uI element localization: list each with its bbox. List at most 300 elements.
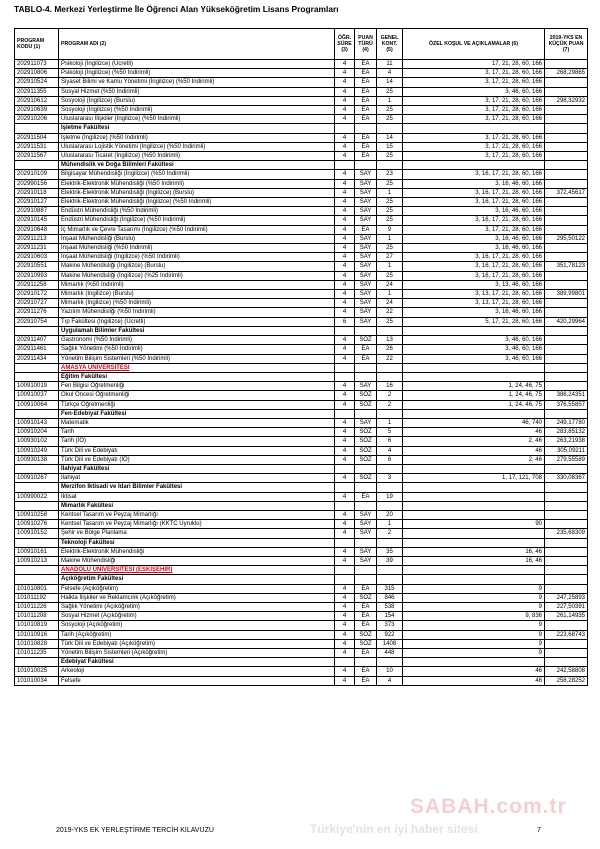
duration-cell: 4 — [335, 216, 355, 225]
empty-cell — [355, 483, 377, 492]
program-name-cell: Matematik — [59, 418, 335, 427]
header-conditions: ÖZEL KOŞUL VE AÇIKLAMALAR (6) — [403, 29, 545, 60]
program-code-cell: 100910267 — [15, 474, 59, 483]
empty-cell — [335, 658, 355, 667]
faculty-name: Fen-Edebiyat Fakültesi — [59, 409, 335, 418]
quota-cell: 1 — [377, 234, 403, 243]
quota-cell: 25 — [377, 317, 403, 326]
score-type-cell: EA — [355, 106, 377, 115]
empty-code-cell — [15, 483, 59, 492]
table-row — [15, 667, 588, 676]
program-name-cell: Türk Dili ve Edebiyatı (İÖ) — [59, 455, 335, 464]
empty-cell — [335, 124, 355, 133]
page-title: TABLO-4. Merkezi Yerleştirme İle Öğrenci Alan Yükseköğretim Lisans Programları — [14, 4, 339, 14]
duration-cell: 4 — [335, 667, 355, 676]
conditions-cell: 90 — [403, 520, 545, 529]
table-row — [15, 437, 588, 446]
page-number: 7 — [537, 827, 541, 834]
min-score-cell — [545, 106, 588, 115]
table-row — [15, 290, 588, 299]
empty-cell — [403, 372, 545, 381]
program-name-cell: Fen Bilgisi Öğretmenliği — [59, 382, 335, 391]
min-score-cell — [545, 382, 588, 391]
empty-cell — [403, 483, 545, 492]
program-name-cell: Sağlık Yönetimi (%50 İndirimli) — [59, 345, 335, 354]
faculty-row — [15, 575, 588, 584]
min-score-cell — [545, 492, 588, 501]
duration-cell: 4 — [335, 639, 355, 648]
score-type-cell: SAY — [355, 308, 377, 317]
conditions-cell: 9, 836 — [403, 612, 545, 621]
min-score-cell — [545, 142, 588, 151]
score-type-cell: EA — [355, 676, 377, 685]
quota-cell: 846 — [377, 593, 403, 602]
program-name-cell: Türk Dili ve Edebiyatı (Açıköğretim) — [59, 639, 335, 648]
program-name-cell: Tıp Fakültesi (İngilizce) (Ücretli) — [59, 317, 335, 326]
quota-cell: 14 — [377, 133, 403, 142]
quota-cell: 154 — [377, 612, 403, 621]
quota-cell: 25 — [377, 207, 403, 216]
quota-cell: 4 — [377, 446, 403, 455]
program-code-cell: 100910152 — [15, 529, 59, 538]
score-type-cell: EA — [355, 345, 377, 354]
empty-cell — [377, 409, 403, 418]
score-type-cell: EA — [355, 354, 377, 363]
min-score-cell: 351,78123 — [545, 262, 588, 271]
faculty-row — [15, 464, 588, 473]
table-row — [15, 115, 588, 124]
conditions-cell: 3, 16, 46, 60, 166 — [403, 207, 545, 216]
conditions-cell: 3, 16, 46, 60, 166 — [403, 179, 545, 188]
table-row — [15, 474, 588, 483]
program-code-cell: 202910648 — [15, 225, 59, 234]
duration-cell: 4 — [335, 510, 355, 519]
score-type-cell: EA — [355, 142, 377, 151]
program-name-cell: Endüstri Mühendisliği (İngilizce) (%50 İndirimli) — [59, 216, 335, 225]
score-type-cell: SÖZ — [355, 593, 377, 602]
program-code-cell: 100910143 — [15, 418, 59, 427]
empty-cell — [335, 464, 355, 473]
min-score-cell: 376,55857 — [545, 400, 588, 409]
table-row — [15, 198, 588, 207]
quota-cell: 9 — [377, 225, 403, 234]
conditions-cell — [403, 529, 545, 538]
program-code-cell: 100910249 — [15, 446, 59, 455]
score-type-cell: SAY — [355, 510, 377, 519]
empty-cell — [355, 161, 377, 170]
conditions-cell: 3, 16, 46, 60, 166 — [403, 244, 545, 253]
score-type-cell: EA — [355, 133, 377, 142]
conditions-cell: 46 — [403, 667, 545, 676]
faculty-name: İşletme Fakültesi — [59, 124, 335, 133]
program-code-cell: 202911531 — [15, 142, 59, 151]
faculty-row — [15, 483, 588, 492]
empty-cell — [403, 566, 545, 575]
score-type-cell: SAY — [355, 271, 377, 280]
quota-cell: 3 — [377, 474, 403, 483]
program-name-cell: Elektrik-Elektronik Mühendisliği (İngilizce) (Burslu) — [59, 188, 335, 197]
table-row — [15, 621, 588, 630]
empty-cell — [545, 409, 588, 418]
score-type-cell: EA — [355, 584, 377, 593]
table-row — [15, 418, 588, 427]
empty-code-cell — [15, 372, 59, 381]
table-row — [15, 308, 588, 317]
empty-code-cell — [15, 464, 59, 473]
empty-cell — [335, 566, 355, 575]
score-type-cell: EA — [355, 492, 377, 501]
table-row — [15, 345, 588, 354]
score-type-cell: SÖZ — [355, 639, 377, 648]
score-type-cell: SÖZ — [355, 336, 377, 345]
quota-cell: 25 — [377, 87, 403, 96]
duration-cell: 4 — [335, 96, 355, 105]
conditions-cell: 3, 16, 17, 21, 28, 60, 166 — [403, 216, 545, 225]
table-row — [15, 492, 588, 501]
min-score-cell — [545, 225, 588, 234]
duration-cell: 4 — [335, 336, 355, 345]
program-code-cell: 202911213 — [15, 234, 59, 243]
conditions-cell: 3, 16, 17, 21, 28, 60, 166 — [403, 253, 545, 262]
empty-code-cell — [15, 124, 59, 133]
min-score-cell: 305,09211 — [545, 446, 588, 455]
program-name-cell: Endüstri Mühendisliği (%50 İndirimli) — [59, 207, 335, 216]
empty-cell — [403, 575, 545, 584]
table-row — [15, 317, 588, 326]
university-row — [15, 363, 588, 372]
program-name-cell: Halkla İlişkiler ve Reklamcılık (Açıköğretim) — [59, 593, 335, 602]
empty-cell — [545, 575, 588, 584]
empty-cell — [355, 566, 377, 575]
empty-cell — [355, 124, 377, 133]
quota-cell: 11 — [377, 60, 403, 69]
empty-code-cell — [15, 161, 59, 170]
table-row — [15, 152, 588, 161]
university-row — [15, 566, 588, 575]
table-row — [15, 400, 588, 409]
program-name-cell: Felsefe (Açıköğretim) — [59, 584, 335, 593]
program-name-cell: Kentsel Tasarım ve Peyzaj Mimarlığı — [59, 510, 335, 519]
conditions-cell: 3, 16, 17, 21, 28, 60, 166 — [403, 262, 545, 271]
empty-cell — [377, 575, 403, 584]
quota-cell: 4 — [377, 676, 403, 685]
conditions-cell: 3, 16, 17, 21, 28, 60, 166 — [403, 188, 545, 197]
empty-code-cell — [15, 538, 59, 547]
quota-cell: 1 — [377, 418, 403, 427]
duration-cell: 4 — [335, 170, 355, 179]
quota-cell: 2 — [377, 529, 403, 538]
min-score-cell: 268,29865 — [545, 69, 588, 78]
empty-cell — [335, 575, 355, 584]
program-name-cell: Sosyal Hizmet (%50 İndirimli) — [59, 87, 335, 96]
conditions-cell — [403, 510, 545, 519]
duration-cell: 4 — [335, 87, 355, 96]
min-score-cell — [545, 584, 588, 593]
min-score-cell — [545, 308, 588, 317]
score-type-cell: SÖZ — [355, 400, 377, 409]
score-type-cell: SAY — [355, 188, 377, 197]
empty-code-cell — [15, 363, 59, 372]
conditions-cell: 9 — [403, 630, 545, 639]
duration-cell: 4 — [335, 612, 355, 621]
score-type-cell: SAY — [355, 234, 377, 243]
empty-cell — [335, 363, 355, 372]
duration-cell: 4 — [335, 520, 355, 529]
empty-cell — [335, 409, 355, 418]
table-row — [15, 556, 588, 565]
score-type-cell: EA — [355, 649, 377, 658]
program-name-cell: Arkeoloji — [59, 667, 335, 676]
quota-cell: 1 — [377, 290, 403, 299]
program-code-cell: 100910019 — [15, 382, 59, 391]
table-body — [15, 60, 588, 686]
min-score-cell: 420,29964 — [545, 317, 588, 326]
conditions-cell: 2, 46 — [403, 455, 545, 464]
empty-cell — [403, 658, 545, 667]
conditions-cell: 46 — [403, 676, 545, 685]
program-name-cell: Tarih (Açıköğretim) — [59, 630, 335, 639]
faculty-name: Merzifon İktisadi ve İdari Bilimler Fakültesi — [59, 483, 335, 492]
table-row — [15, 262, 588, 271]
duration-cell: 4 — [335, 207, 355, 216]
table-row — [15, 96, 588, 105]
program-code-cell: 101010916 — [15, 630, 59, 639]
conditions-cell: 17, 21, 28, 60, 166 — [403, 60, 545, 69]
table-row — [15, 612, 588, 621]
quota-cell: 19 — [377, 492, 403, 501]
conditions-cell: 3, 17, 21, 28, 60, 166 — [403, 96, 545, 105]
quota-cell: 26 — [377, 345, 403, 354]
duration-cell: 4 — [335, 556, 355, 565]
university-name: ANADOLU ÜNİVERSİTESİ (ESKİŞEHİR) — [59, 566, 335, 575]
min-score-cell: 249,17780 — [545, 418, 588, 427]
conditions-cell: 16, 46 — [403, 556, 545, 565]
min-score-cell: 227,50391 — [545, 602, 588, 611]
watermark-logo: SABAH.com.tr — [410, 795, 567, 818]
duration-cell: 4 — [335, 262, 355, 271]
empty-cell — [403, 124, 545, 133]
score-type-cell: EA — [355, 152, 377, 161]
table-row — [15, 216, 588, 225]
watermark-slogan: Türkiye'nin en iyi haber sitesi — [310, 822, 478, 836]
program-name-cell: Uluslararası Lojistik Yönetimi (İngilizce) (%50 İndirimli) — [59, 142, 335, 151]
min-score-cell — [545, 345, 588, 354]
empty-cell — [545, 464, 588, 473]
duration-cell: 4 — [335, 179, 355, 188]
score-type-cell: SAY — [355, 198, 377, 207]
empty-cell — [335, 161, 355, 170]
duration-cell: 4 — [335, 253, 355, 262]
score-type-cell: EA — [355, 621, 377, 630]
program-name-cell: Sosyal Hizmet (Açıköğretim) — [59, 612, 335, 621]
program-name-cell: Okul Öncesi Öğretmenliği — [59, 391, 335, 400]
empty-cell — [377, 161, 403, 170]
conditions-cell: 3, 46, 60, 166 — [403, 87, 545, 96]
table-row — [15, 78, 588, 87]
empty-cell — [403, 464, 545, 473]
min-score-cell — [545, 152, 588, 161]
footer-text: 2019-YKS EK YERLEŞTİRME TERCİH KILAVUZU — [56, 827, 214, 834]
duration-cell: 4 — [335, 593, 355, 602]
duration-cell: 4 — [335, 428, 355, 437]
program-code-cell: 101010034 — [15, 676, 59, 685]
duration-cell: 4 — [335, 621, 355, 630]
program-name-cell: Şehir ve Bölge Planlama — [59, 529, 335, 538]
program-name-cell: İlahiyat — [59, 474, 335, 483]
duration-cell: 4 — [335, 290, 355, 299]
faculty-name: Teknoloji Fakültesi — [59, 538, 335, 547]
conditions-cell: 1, 24, 46, 75 — [403, 382, 545, 391]
min-score-cell: 298,32932 — [545, 96, 588, 105]
quota-cell: 27 — [377, 253, 403, 262]
min-score-cell: 389,99801 — [545, 290, 588, 299]
score-type-cell: SAY — [355, 216, 377, 225]
program-name-cell: Kentsel Tasarım ve Peyzaj Mimarlığı (KKTC Uyruklu) — [59, 520, 335, 529]
faculty-name: Eğitim Fakültesi — [59, 372, 335, 381]
duration-cell: 6 — [335, 317, 355, 326]
header-score-type: PUAN TÜRÜ (4) — [355, 29, 377, 60]
duration-cell: 4 — [335, 418, 355, 427]
score-type-cell: EA — [355, 667, 377, 676]
empty-cell — [545, 326, 588, 335]
empty-cell — [403, 538, 545, 547]
conditions-cell: 9 — [403, 584, 545, 593]
faculty-row — [15, 124, 588, 133]
min-score-cell — [545, 133, 588, 142]
program-code-cell: 202910754 — [15, 317, 59, 326]
empty-cell — [335, 501, 355, 510]
duration-cell: 4 — [335, 474, 355, 483]
program-name-cell: Makine Mühendisliği (İngilizce) (Burslu) — [59, 262, 335, 271]
program-code-cell: 100910258 — [15, 510, 59, 519]
conditions-cell: 1, 24, 46, 75 — [403, 400, 545, 409]
quota-cell: 35 — [377, 547, 403, 556]
university-name: AMASYA ÜNİVERSİTESİ — [59, 363, 335, 372]
program-code-cell: 100910064 — [15, 400, 59, 409]
min-score-cell: 223,68743 — [545, 630, 588, 639]
empty-cell — [355, 326, 377, 335]
conditions-cell: 3, 17, 21, 28, 60, 166 — [403, 78, 545, 87]
program-code-cell: 202910118 — [15, 188, 59, 197]
min-score-cell: 242,58808 — [545, 667, 588, 676]
min-score-cell — [545, 87, 588, 96]
duration-cell: 4 — [335, 142, 355, 151]
quota-cell: 922 — [377, 630, 403, 639]
program-code-cell: 100930138 — [15, 455, 59, 464]
conditions-cell: 3, 17, 21, 28, 60, 166 — [403, 106, 545, 115]
program-code-cell: 202911355 — [15, 87, 59, 96]
duration-cell: 4 — [335, 446, 355, 455]
empty-cell — [377, 372, 403, 381]
program-code-cell: 202910612 — [15, 96, 59, 105]
table-row — [15, 280, 588, 289]
faculty-name: Açıköğretim Fakültesi — [59, 575, 335, 584]
table-row — [15, 649, 588, 658]
conditions-cell: 46 — [403, 446, 545, 455]
min-score-cell — [545, 244, 588, 253]
faculty-row — [15, 501, 588, 510]
score-type-cell: SÖZ — [355, 630, 377, 639]
min-score-cell: 295,50122 — [545, 234, 588, 243]
quota-cell: 25 — [377, 271, 403, 280]
conditions-cell — [403, 492, 545, 501]
min-score-cell: 263,21938 — [545, 437, 588, 446]
empty-cell — [377, 483, 403, 492]
quota-cell: 1 — [377, 96, 403, 105]
program-code-cell: 202910639 — [15, 106, 59, 115]
program-name-cell: Sosyoloji (İngilizce) (%50 İndirimli) — [59, 106, 335, 115]
duration-cell: 4 — [335, 529, 355, 538]
program-code-cell: 202911258 — [15, 280, 59, 289]
table-row — [15, 676, 588, 685]
empty-cell — [545, 538, 588, 547]
duration-cell: 4 — [335, 69, 355, 78]
duration-cell: 4 — [335, 234, 355, 243]
faculty-row — [15, 326, 588, 335]
program-name-cell: Bilgisayar Mühendisliği (İngilizce) (%50 İndirimli) — [59, 170, 335, 179]
program-name-cell: Uluslararası İlişkiler (İngilizce) (%50 İndirimli) — [59, 115, 335, 124]
table-row — [15, 244, 588, 253]
empty-code-cell — [15, 501, 59, 510]
empty-cell — [335, 326, 355, 335]
program-code-cell: 101011235 — [15, 649, 59, 658]
quota-cell: 25 — [377, 106, 403, 115]
table-row — [15, 391, 588, 400]
program-code-cell: 202990156 — [15, 179, 59, 188]
program-code-cell: 101010025 — [15, 667, 59, 676]
min-score-cell: 279,55589 — [545, 455, 588, 464]
quota-cell: 25 — [377, 115, 403, 124]
program-name-cell: Psikoloji (İngilizce) (Ücretli) — [59, 60, 335, 69]
duration-cell: 4 — [335, 437, 355, 446]
program-code-cell: 202911434 — [15, 354, 59, 363]
score-type-cell: SÖZ — [355, 391, 377, 400]
program-name-cell: Makine Mühendisliği (İngilizce) (%25 İndirimli) — [59, 271, 335, 280]
score-type-cell: SÖZ — [355, 455, 377, 464]
conditions-cell: 3, 16, 17, 21, 28, 60, 166 — [403, 170, 545, 179]
program-name-cell: Makine Mühendisliği — [59, 556, 335, 565]
score-type-cell: SAY — [355, 290, 377, 299]
min-score-cell — [545, 115, 588, 124]
table-row — [15, 170, 588, 179]
program-code-cell: 100930102 — [15, 437, 59, 446]
empty-cell — [355, 658, 377, 667]
conditions-cell: 3, 17, 21, 28, 60, 166 — [403, 115, 545, 124]
empty-code-cell — [15, 326, 59, 335]
empty-cell — [335, 372, 355, 381]
empty-code-cell — [15, 566, 59, 575]
score-type-cell: EA — [355, 69, 377, 78]
quota-cell: 25 — [377, 198, 403, 207]
conditions-cell: 9 — [403, 621, 545, 630]
min-score-cell — [545, 520, 588, 529]
duration-cell: 4 — [335, 133, 355, 142]
empty-cell — [545, 372, 588, 381]
score-type-cell: EA — [355, 225, 377, 234]
quota-cell: 1 — [377, 188, 403, 197]
conditions-cell: 3, 13, 17, 21, 28, 60, 166 — [403, 299, 545, 308]
score-type-cell: SAY — [355, 529, 377, 538]
conditions-cell: 3, 17, 21, 28, 60, 166 — [403, 133, 545, 142]
empty-cell — [545, 501, 588, 510]
program-code-cell: 100990022 — [15, 492, 59, 501]
table-row — [15, 299, 588, 308]
table-row — [15, 520, 588, 529]
table-row — [15, 602, 588, 611]
quota-cell: 1 — [377, 262, 403, 271]
header-duration: ÖĞR. SÜRE (3) — [335, 29, 355, 60]
duration-cell: 4 — [335, 106, 355, 115]
